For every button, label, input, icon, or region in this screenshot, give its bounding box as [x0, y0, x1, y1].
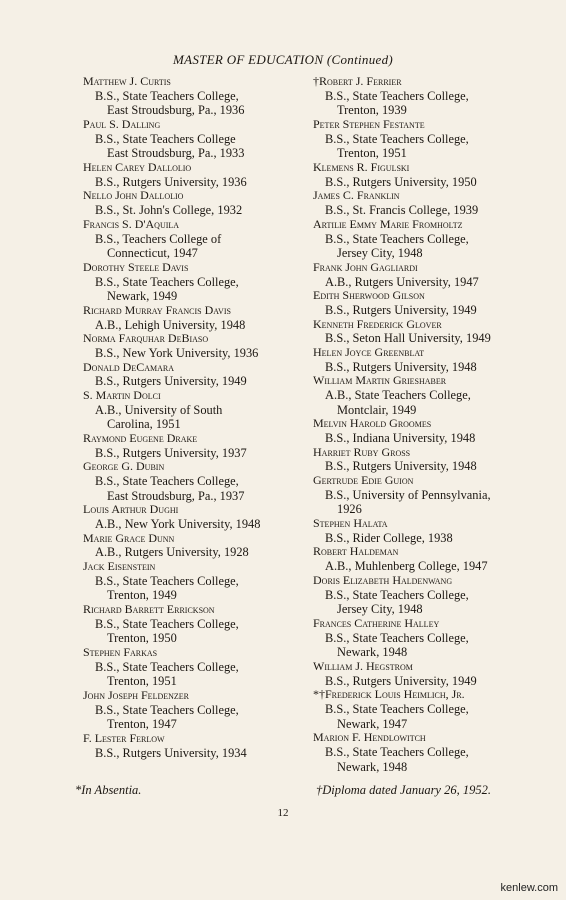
- degree-line: B.S., Rutgers University, 1936: [95, 174, 247, 189]
- graduate-entry: [83, 432, 318, 460]
- graduate-entry: [313, 617, 538, 660]
- graduate-entry: [83, 261, 318, 304]
- graduate-entry: [313, 517, 538, 545]
- graduate-name: Frank John Gagliardi: [313, 259, 418, 274]
- degree-line: B.S., Rutgers University, 1937: [95, 445, 247, 460]
- degree-line: Carolina, 1951: [107, 417, 181, 432]
- degree-line: Jersey City, 1948: [337, 602, 423, 617]
- degree-line: A.B., Rutgers University, 1947: [325, 274, 479, 289]
- degree-line: B.S., Indiana University, 1948: [325, 431, 476, 446]
- graduate-entry: [83, 161, 318, 189]
- graduate-name: S. Martin Dolci: [83, 387, 161, 402]
- degree-line: A.B., State Teachers College,: [325, 388, 471, 403]
- page-number: 12: [277, 807, 289, 819]
- graduate-name: William J. Hegstrom: [313, 658, 413, 673]
- degree-line: B.S., New York University, 1936: [95, 345, 259, 360]
- degree-line: B.S., State Teachers College,: [95, 616, 239, 631]
- graduate-name: Marion F. Hendlowitch: [313, 730, 426, 745]
- graduate-entry: [313, 374, 538, 417]
- graduate-name: George G. Dubin: [83, 459, 165, 474]
- degree-line: A.B., New York University, 1948: [95, 517, 261, 532]
- graduate-entry: [313, 731, 538, 774]
- graduate-name: James C. Franklin: [313, 188, 400, 203]
- graduate-name: Doris Elizabeth Haldenwang: [313, 572, 453, 587]
- degree-line: Trenton, 1939: [337, 103, 407, 118]
- graduate-name: *†Frederick Louis Heimlich, Jr.: [313, 687, 465, 702]
- graduate-entry: [313, 261, 538, 289]
- graduate-entry: [83, 75, 318, 118]
- graduate-entry: [83, 732, 318, 760]
- degree-line: Trenton, 1949: [107, 588, 177, 603]
- degree-line: B.S., St. John's College, 1932: [95, 203, 243, 218]
- degree-line: B.S., University of Pennsylvania,: [325, 487, 491, 502]
- degree-line: Newark, 1948: [337, 645, 408, 660]
- degree-line: B.S., Rutgers University, 1948: [325, 459, 477, 474]
- footnote-in-absentia: *In Absentia.: [75, 783, 142, 797]
- graduate-entry: [313, 474, 538, 517]
- graduate-name: Klemens R. Figulski: [313, 159, 410, 174]
- graduate-name: Richard Barrett Errickson: [83, 602, 215, 617]
- graduate-name: Gertrude Edie Guion: [313, 473, 414, 488]
- degree-line: Montclair, 1949: [337, 402, 417, 417]
- degree-line: B.S., St. Francis College, 1939: [325, 203, 479, 218]
- degree-line: B.S., State Teachers College,: [325, 587, 469, 602]
- degree-line: B.S., Seton Hall University, 1949: [325, 331, 491, 346]
- graduate-name: Robert Haldeman: [313, 544, 399, 559]
- degree-line: A.B., University of South: [95, 402, 223, 417]
- graduate-entry: [83, 503, 318, 531]
- degree-line: B.S., Rutgers University, 1949: [325, 302, 477, 317]
- graduate-entry: [313, 346, 538, 374]
- graduate-entry: [83, 361, 318, 389]
- degree-line: B.S., State Teachers College,: [325, 231, 469, 246]
- graduate-name: Helen Joyce Greenblat: [313, 344, 425, 359]
- graduate-entry: [83, 603, 318, 646]
- graduate-entry: [313, 660, 538, 688]
- degree-line: B.S., State Teachers College: [95, 131, 236, 146]
- graduate-name: Helen Carey Dallolio: [83, 159, 192, 174]
- left-column: [83, 75, 318, 760]
- degree-line: B.S., State Teachers College,: [325, 701, 469, 716]
- graduate-name: Kenneth Frederick Glover: [313, 316, 442, 331]
- degree-line: Trenton, 1951: [107, 674, 177, 689]
- graduate-name: Frances Catherine Halley: [313, 615, 440, 630]
- degree-line: B.S., Rutgers University, 1949: [325, 673, 477, 688]
- degree-line: B.S., Rutgers University, 1934: [95, 745, 247, 760]
- graduate-name: †Robert J. Ferrier: [313, 74, 402, 88]
- degree-line: East Stroudsburg, Pa., 1936: [107, 103, 245, 118]
- degree-line: B.S., State Teachers College,: [95, 88, 239, 103]
- graduate-name: Peter Stephen Festante: [313, 116, 425, 131]
- degree-line: B.S., State Teachers College,: [325, 131, 469, 146]
- degree-line: A.B., Rutgers University, 1928: [95, 545, 249, 560]
- graduate-entry: [83, 332, 318, 360]
- graduate-entry: [313, 118, 538, 161]
- degree-line: B.S., Teachers College of: [95, 231, 222, 246]
- graduate-name: F. Lester Ferlow: [83, 730, 165, 745]
- graduate-name: Donald DeCamara: [83, 359, 174, 374]
- graduate-name: Raymond Eugene Drake: [83, 430, 198, 445]
- graduate-entry: [313, 574, 538, 617]
- degree-line: B.S., State Teachers College,: [95, 659, 239, 674]
- degree-line: B.S., State Teachers College,: [95, 702, 239, 717]
- graduate-name: Matthew J. Curtis: [83, 74, 171, 88]
- graduate-name: Dorothy Steele Davis: [83, 259, 189, 274]
- graduate-entry: [83, 118, 318, 161]
- degree-line: B.S., State Teachers College,: [325, 630, 469, 645]
- degree-line: Trenton, 1947: [107, 717, 177, 732]
- graduate-entry: [313, 289, 538, 317]
- degree-line: Jersey City, 1948: [337, 246, 423, 261]
- graduate-entry: [313, 218, 538, 261]
- graduate-name: Stephen Halata: [313, 516, 388, 531]
- degree-line: B.S., Rutgers University, 1950: [325, 174, 477, 189]
- degree-line: B.S., State Teachers College,: [95, 474, 239, 489]
- graduate-name: Marie Grace Dunn: [83, 530, 175, 545]
- degree-line: Trenton, 1951: [337, 146, 407, 161]
- degree-line: 1926: [337, 502, 362, 517]
- graduate-entry: [313, 318, 538, 346]
- right-column: [313, 75, 538, 774]
- graduate-name: Edith Sherwood Gilson: [313, 288, 425, 303]
- graduate-entry: [313, 545, 538, 573]
- graduate-name: Richard Murray Francis Davis: [83, 302, 231, 317]
- degree-line: B.S., State Teachers College,: [95, 274, 239, 289]
- degree-line: A.B., Muhlenberg College, 1947: [325, 559, 488, 574]
- page-heading: MASTER OF EDUCATION (Continued): [172, 52, 394, 67]
- graduate-entry: [313, 446, 538, 474]
- degree-line: B.S., Rutgers University, 1948: [325, 359, 477, 374]
- graduate-name: Jack Eisenstein: [83, 559, 156, 574]
- graduate-name: Melvin Harold Groomes: [313, 416, 432, 431]
- degree-line: B.S., State Teachers College,: [325, 744, 469, 759]
- graduate-entry: [83, 460, 318, 503]
- graduate-entry: [83, 389, 318, 432]
- degree-line: B.S., Rider College, 1938: [325, 530, 453, 545]
- footnote-diploma-date: †Diploma dated January 26, 1952.: [316, 783, 491, 797]
- graduate-name: Stephen Farkas: [83, 645, 158, 659]
- degree-line: A.B., Lehigh University, 1948: [95, 317, 246, 332]
- graduate-name: Louis Arthur Dughi: [83, 502, 179, 517]
- graduate-entry: [83, 646, 318, 689]
- graduate-entry: [313, 417, 538, 445]
- degree-line: Trenton, 1950: [107, 631, 177, 646]
- degree-line: B.S., Rutgers University, 1949: [95, 374, 247, 389]
- degree-line: East Stroudsburg, Pa., 1933: [107, 146, 245, 161]
- graduate-name: Francis S. D'Aquila: [83, 216, 180, 231]
- graduate-name: John Joseph Feldenzer: [83, 687, 190, 702]
- degree-line: B.S., State Teachers College,: [325, 88, 469, 103]
- watermark: kenlew.com: [500, 882, 558, 894]
- degree-line: Connecticut, 1947: [107, 246, 198, 261]
- graduate-name: Norma Farquhar DeBiaso: [83, 331, 209, 346]
- graduate-name: Harriet Ruby Gross: [313, 444, 411, 459]
- degree-line: Newark, 1949: [107, 289, 178, 304]
- degree-line: Newark, 1948: [337, 759, 408, 774]
- graduate-entry: [83, 532, 318, 560]
- graduate-entry: [83, 689, 318, 732]
- degree-line: B.S., State Teachers College,: [95, 573, 239, 588]
- graduate-name: Nello John Dallolio: [83, 188, 184, 203]
- degree-line: East Stroudsburg, Pa., 1937: [107, 488, 245, 503]
- graduate-name: Paul S. Dalling: [83, 116, 161, 131]
- graduate-name: Artilie Emmy Marie Fromholtz: [313, 216, 463, 231]
- graduate-entry: [83, 560, 318, 603]
- graduate-entry: [313, 75, 538, 118]
- graduate-entry: [313, 688, 538, 731]
- graduate-name: William Martin Grieshaber: [313, 373, 447, 388]
- graduate-entry: [313, 161, 538, 189]
- graduate-entry: [83, 304, 318, 332]
- degree-line: Newark, 1947: [337, 716, 408, 731]
- graduate-entry: [83, 189, 318, 217]
- graduate-entry: [313, 189, 538, 217]
- graduate-entry: [83, 218, 318, 261]
